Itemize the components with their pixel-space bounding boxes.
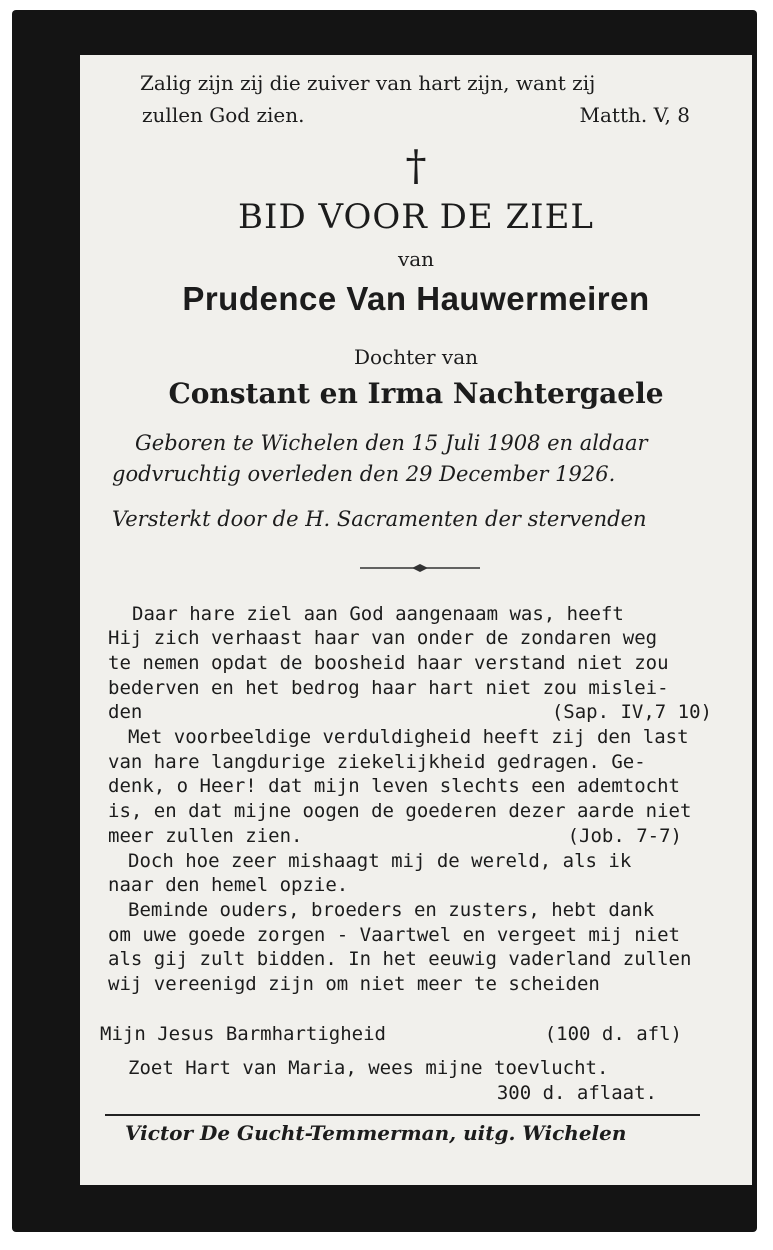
van-label: van [397,247,435,271]
body-line-10 [108,825,752,847]
body-line-4: bederven en het bedrog haar hart niet zou mislei- [108,677,669,699]
ornament-divider [360,564,480,572]
prayer-line-1 [100,1023,682,1045]
parents-names: Constant en Irma Nachtergaele [168,377,664,410]
body-line-16: wij vereenigd zijn om niet meer te scheiden [108,973,600,995]
body-line-7: van hare langdurige ziekelijkheid gedragen. Ge- [108,751,646,773]
body-line-9: is, en dat mijne oogen de goederen dezer aarde niet [108,800,692,822]
printer-credit: Victor De Gucht-Temmerman, uitg. Wichelen [125,1121,627,1145]
prayer-line-2: Zoet Hart van Maria, wees mijne toevlucht. [128,1057,609,1079]
cross-icon: † [405,141,427,190]
body-text: den [108,701,143,723]
memorial-card [12,10,757,1232]
motto-text: zullen God zien. [142,103,305,127]
page-title: BID VOOR DE ZIEL [238,197,594,237]
body-line-3: te nemen opdat de boosheid haar verstand niet zou [108,652,669,674]
indulgence-reference: (100 d. afl) [544,1023,682,1045]
dochter-label: Dochter van [353,345,479,369]
body-line-14: om uwe goede zorgen - Vaartwel en vergeet mij niet [108,924,680,946]
body-line-15: als gij zult bidden. In het eeuwig vaderland zullen [108,948,692,970]
birth-line-2: godvruchtig overleden den 29 December 1926. [112,462,616,486]
body-line-1: Daar hare ziel aan God aangenaam was, heeft [132,603,624,625]
printer-divider [105,1114,700,1116]
body-line-12: naar den hemel opzie. [108,874,349,896]
prayer-text: Mijn Jesus Barmhartigheid [100,1023,386,1045]
body-line-11: Doch hoe zeer mishaagt mij de wereld, als ik [128,850,632,872]
prayer-line-3: 300 d. aflaat. [496,1082,657,1104]
body-line-6: Met voorbeeldige verduldigheid heeft zij den last [128,726,689,748]
sacraments-line: Versterkt door de H. Sacramenten der stervenden [112,507,647,531]
body-line-13: Beminde ouders, broeders en zusters, hebt dank [128,899,655,921]
body-line-5 [108,701,752,723]
body-text: meer zullen zien. [108,825,303,847]
card-paper [80,55,752,1185]
motto-reference: Matth. V, 8 [579,103,690,127]
body-line-8: denk, o Heer! dat mijn leven slechts een ademtocht [108,775,680,797]
scripture-reference: (Sap. IV,7 10) [551,701,712,723]
motto-line-1: Zalig zijn zij die zuiver van hart zijn, want zij [140,71,596,95]
scripture-reference: (Job. 7-7) [567,825,682,847]
motto-line-2 [142,103,690,127]
deceased-name: Prudence Van Hauwermeiren [182,280,650,317]
birth-line-1: Geboren te Wichelen den 15 Juli 1908 en aldaar [135,431,648,455]
body-line-2: Hij zich verhaast haar van onder de zondaren weg [108,627,658,649]
